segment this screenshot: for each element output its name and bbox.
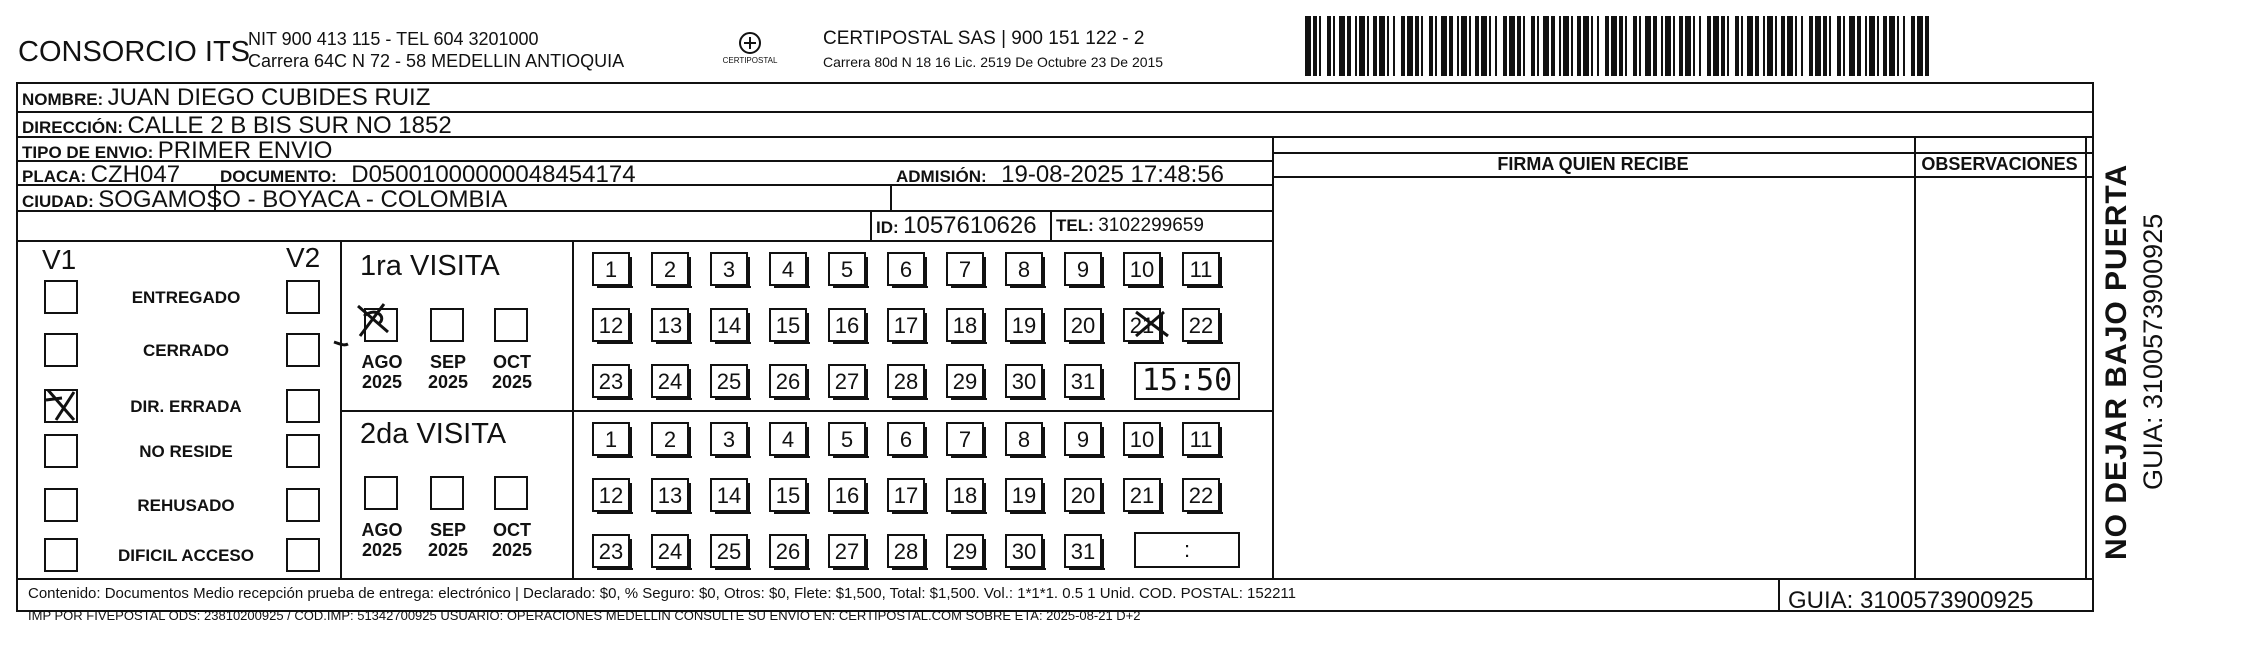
day-box[interactable]: 15 bbox=[769, 478, 807, 512]
day-box[interactable]: 10 bbox=[1123, 422, 1161, 456]
day-box[interactable]: 23 bbox=[592, 364, 630, 398]
visit1-time[interactable]: 15:50 bbox=[1134, 362, 1240, 400]
day-box[interactable]: 31 bbox=[1064, 364, 1102, 398]
v1-label: V1 bbox=[42, 244, 77, 275]
month-name: OCT bbox=[493, 352, 531, 372]
day-box[interactable]: 29 bbox=[946, 534, 984, 568]
day-box[interactable]: 12 bbox=[592, 478, 630, 512]
tel-value: 3102299659 bbox=[1098, 215, 1204, 236]
company-nit: NIT 900 413 115 - TEL 604 3201000 bbox=[248, 29, 539, 49]
company-address: Carrera 64C N 72 - 58 MEDELLIN ANTIOQUIA bbox=[248, 51, 625, 71]
day-box[interactable]: 30 bbox=[1005, 534, 1043, 568]
day-box[interactable]: 3 bbox=[710, 422, 748, 456]
v2-label: V2 bbox=[286, 242, 321, 273]
direccion-label: DIRECCIÓN: bbox=[22, 118, 124, 137]
day-box[interactable]: 5 bbox=[828, 422, 866, 456]
nombre-label: NOMBRE: bbox=[22, 90, 104, 109]
tipo-label: TIPO DE ENVIO: bbox=[22, 143, 154, 162]
day-box[interactable]: 28 bbox=[887, 364, 925, 398]
day-box[interactable]: 6 bbox=[887, 422, 925, 456]
day-box[interactable]: 2 bbox=[651, 252, 689, 286]
month-name: SEP bbox=[429, 352, 467, 372]
day-box[interactable]: 12 bbox=[592, 308, 630, 342]
status-label: ENTREGADO bbox=[131, 288, 241, 307]
day-box[interactable]: 20 bbox=[1064, 308, 1102, 342]
month-mark-ago bbox=[358, 304, 388, 336]
day-box[interactable]: 22 bbox=[1182, 308, 1220, 342]
day-box[interactable]: 18 bbox=[946, 478, 984, 512]
side-warning: NO DEJAR BAJO PUERTA bbox=[2100, 163, 2133, 560]
certipostal-name: CERTIPOSTAL SAS | 900 151 122 - 2 bbox=[823, 28, 1145, 49]
certipostal-address: Carrera 80d N 18 16 Lic. 2519 De Octubre 23 De 2015 bbox=[823, 54, 1164, 70]
day-box[interactable]: 26 bbox=[769, 534, 807, 568]
documento-label: DOCUMENTO: bbox=[220, 167, 337, 186]
admision-value: 19-08-2025 17:48:56 bbox=[1001, 161, 1224, 188]
day-mark-21 bbox=[1136, 312, 1168, 336]
day-box[interactable]: 11 bbox=[1182, 422, 1220, 456]
day-box[interactable]: 21 bbox=[1123, 308, 1161, 342]
month-name: AGO bbox=[361, 520, 403, 540]
day-box[interactable]: 13 bbox=[651, 478, 689, 512]
status-label: DIR. ERRADA bbox=[130, 397, 242, 416]
day-box[interactable]: 25 bbox=[710, 364, 748, 398]
placa-label: PLACA: bbox=[22, 167, 87, 186]
day-box[interactable]: 24 bbox=[651, 534, 689, 568]
month-year: 2025 bbox=[361, 372, 403, 392]
day-box[interactable]: 11 bbox=[1182, 252, 1220, 286]
stray-mark bbox=[334, 342, 348, 345]
day-box[interactable]: 30 bbox=[1005, 364, 1043, 398]
day-box[interactable]: 23 bbox=[592, 534, 630, 568]
ciudad-label: CIUDAD: bbox=[22, 192, 94, 211]
checkmark-dir-errada bbox=[46, 390, 74, 420]
ciudad-value: SOGAMOSO - BOYACA - COLOMBIA bbox=[98, 186, 508, 213]
side-guia: GUIA: 3100573900925 bbox=[2138, 213, 2168, 490]
day-box[interactable]: 13 bbox=[651, 308, 689, 342]
month-year: 2025 bbox=[361, 540, 403, 560]
day-box[interactable]: 1 bbox=[592, 422, 630, 456]
day-box[interactable]: 2 bbox=[651, 422, 689, 456]
month-name: OCT bbox=[493, 520, 531, 540]
day-box[interactable]: 7 bbox=[946, 252, 984, 286]
day-box[interactable]: 16 bbox=[828, 478, 866, 512]
day-box[interactable]: 27 bbox=[828, 534, 866, 568]
day-box[interactable]: 19 bbox=[1005, 308, 1043, 342]
status-label: REHUSADO bbox=[137, 496, 235, 515]
footer-guia: GUIA: 3100573900925 bbox=[1788, 587, 2034, 614]
day-box[interactable]: 6 bbox=[887, 252, 925, 286]
company-name: CONSORCIO ITS bbox=[18, 36, 251, 68]
status-label: DIFICIL ACCESO bbox=[117, 546, 254, 565]
visit1-title: 1ra VISITA bbox=[360, 250, 500, 282]
day-box[interactable]: 19 bbox=[1005, 478, 1043, 512]
tipo-value: PRIMER ENVIO bbox=[157, 137, 333, 164]
day-box[interactable]: 5 bbox=[828, 252, 866, 286]
day-box[interactable]: 1 bbox=[592, 252, 630, 286]
firma-label: FIRMA QUIEN RECIBE bbox=[1497, 154, 1689, 174]
day-box[interactable]: 14 bbox=[710, 308, 748, 342]
day-box[interactable]: 10 bbox=[1123, 252, 1161, 286]
day-box[interactable]: 31 bbox=[1064, 534, 1102, 568]
logo-text: CERTIPOSTAL bbox=[722, 56, 778, 65]
day-box[interactable]: 8 bbox=[1005, 422, 1043, 456]
day-box[interactable]: 14 bbox=[710, 478, 748, 512]
month-year: 2025 bbox=[427, 372, 469, 392]
month-name: SEP bbox=[429, 520, 467, 540]
day-box[interactable]: 9 bbox=[1064, 422, 1102, 456]
footer-contenido: Contenido: Documentos Medio recepción prueba de entrega: electrónico | Declarado: $0, % Seguro: $0, Otros: $0, Flete: $1,500, Total: $1,500. Vol.: 1*1*1. 0.5 1 Unid. COD. POSTAL: 152211 bbox=[28, 585, 1296, 602]
day-box[interactable]: 27 bbox=[828, 364, 866, 398]
placa-value: CZH047 bbox=[90, 161, 181, 188]
month-year: 2025 bbox=[491, 540, 533, 560]
day-box[interactable]: 22 bbox=[1182, 478, 1220, 512]
day-box[interactable]: 8 bbox=[1005, 252, 1043, 286]
admision-label: ADMISIÓN: bbox=[896, 167, 987, 186]
visit2-time[interactable]: : bbox=[1134, 532, 1240, 568]
nombre-value: JUAN DIEGO CUBIDES RUIZ bbox=[107, 84, 431, 111]
day-box[interactable]: 9 bbox=[1064, 252, 1102, 286]
day-box[interactable]: 25 bbox=[710, 534, 748, 568]
day-box[interactable]: 16 bbox=[828, 308, 866, 342]
id-label: ID: bbox=[876, 218, 899, 237]
day-box[interactable]: 7 bbox=[946, 422, 984, 456]
month-year: 2025 bbox=[427, 540, 469, 560]
month-year: 2025 bbox=[491, 372, 533, 392]
visit2-title: 2da VISITA bbox=[360, 418, 507, 450]
day-box[interactable]: 29 bbox=[946, 364, 984, 398]
footer-imp: IMP POR FIVEPOSTAL ODS: 23810200925 / COD.IMP: 51342700925 USUARIO: OPERACIONES MEDELLIN CONSULTE SU ENVIO EN: CERTIPOSTAL.COM SOBRE ETA: 2025-08-21 D+2 bbox=[28, 608, 1141, 623]
day-box[interactable]: 28 bbox=[887, 534, 925, 568]
day-box[interactable]: 21 bbox=[1123, 478, 1161, 512]
day-box[interactable]: 4 bbox=[769, 252, 807, 286]
day-box[interactable]: 20 bbox=[1064, 478, 1102, 512]
direccion-value: CALLE 2 B BIS SUR NO 1852 bbox=[127, 112, 452, 139]
day-box[interactable]: 18 bbox=[946, 308, 984, 342]
tel-label: TEL: bbox=[1056, 216, 1094, 235]
day-box[interactable]: 3 bbox=[710, 252, 748, 286]
day-box[interactable]: 4 bbox=[769, 422, 807, 456]
status-label: NO RESIDE bbox=[139, 442, 233, 461]
day-box[interactable]: 17 bbox=[887, 308, 925, 342]
day-box[interactable]: 17 bbox=[887, 478, 925, 512]
day-box[interactable]: 24 bbox=[651, 364, 689, 398]
day-box[interactable]: 15 bbox=[769, 308, 807, 342]
id-value: 1057610626 bbox=[903, 212, 1037, 239]
month-name: AGO bbox=[361, 352, 403, 372]
observaciones-label: OBSERVACIONES bbox=[1921, 154, 2078, 174]
day-box[interactable]: 26 bbox=[769, 364, 807, 398]
documento-value: D05001000000048454174 bbox=[351, 161, 636, 188]
status-label: CERRADO bbox=[143, 341, 229, 360]
